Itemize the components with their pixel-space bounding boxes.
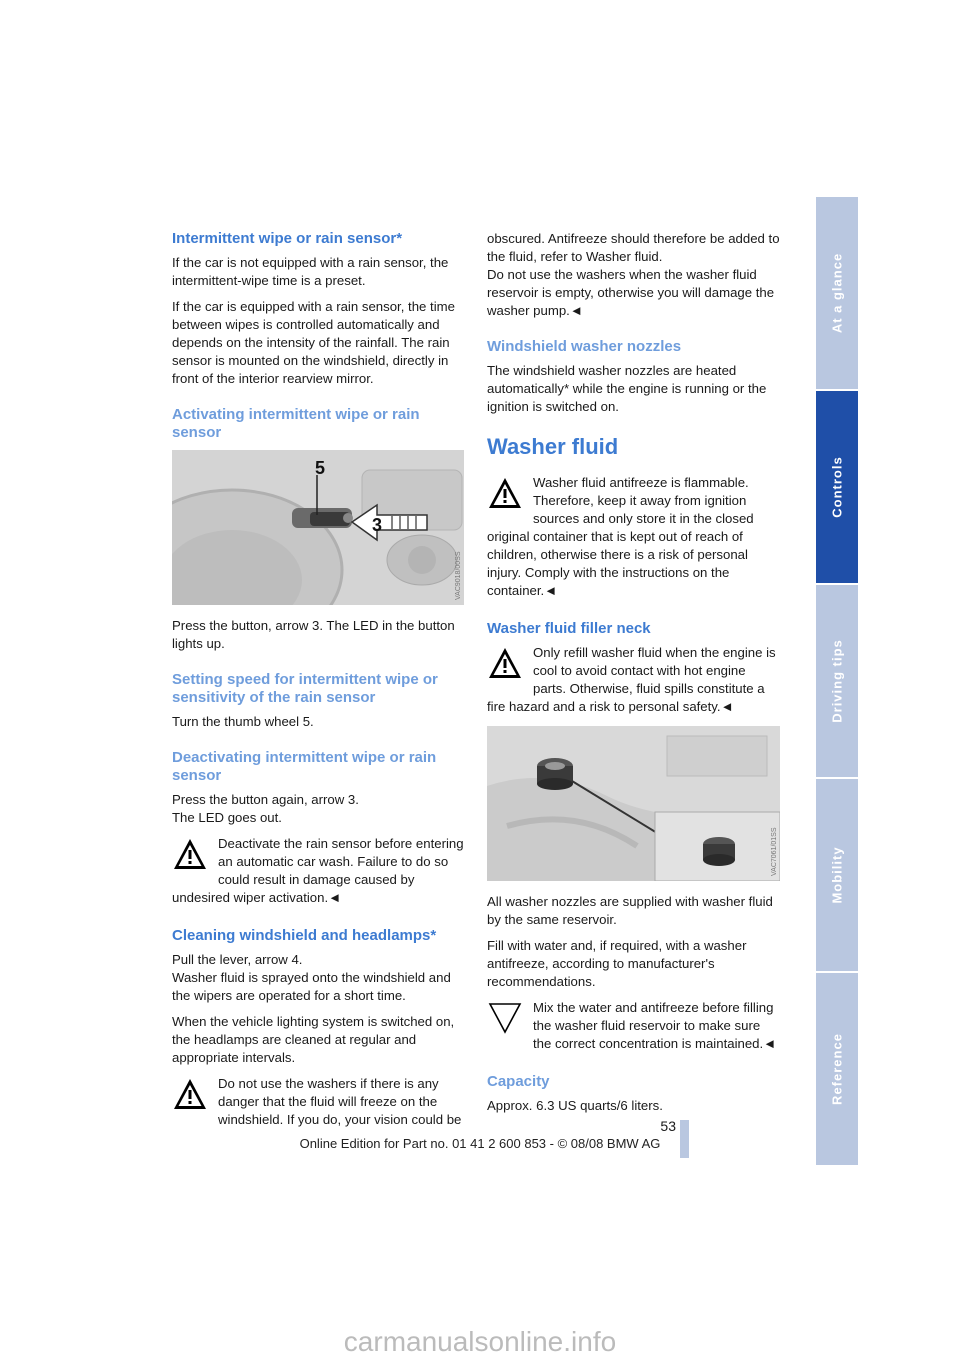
heading-filler-neck: Washer fluid filler neck xyxy=(487,620,651,637)
heading-capacity: Capacity xyxy=(487,1073,550,1090)
warning-icon xyxy=(487,475,523,511)
heading-washer-fluid: Washer fluid xyxy=(487,434,619,459)
paragraph: If the car is not equipped with a rain sensor, the intermittent-wipe time is a preset. xyxy=(172,255,449,288)
tab-at-a-glance[interactable]: At a glance xyxy=(816,197,858,391)
wiper-lever-figure xyxy=(172,450,464,605)
figure-label-5: 5 xyxy=(315,458,326,478)
figure-reference: VAC7061/01SS xyxy=(771,827,778,876)
warning-note: Washer fluid antifreeze is flammable. Therefore, keep it away from ignition sources and only store it in the closed original container that is kept out of reach of children, otherwise there is a risk of personal injury. Comply with the instructions on the container.◄ xyxy=(487,475,754,598)
filler-neck-illustration xyxy=(487,726,780,881)
page-number: 53 xyxy=(660,1118,676,1134)
paragraph: Press the button, arrow 3. The LED in the button lights up. xyxy=(172,618,455,651)
left-column xyxy=(172,230,464,1139)
tab-mobility[interactable]: Mobility xyxy=(816,779,858,973)
warning-icon xyxy=(172,836,208,872)
paragraph: Pull the lever, arrow 4. xyxy=(172,952,303,967)
filler-neck-figure xyxy=(487,726,780,881)
paragraph: obscured. Antifreeze should therefore be added to the fluid, refer to Washer fluid. xyxy=(487,231,780,264)
warning-note: Only refill washer fluid when the engine is cool to avoid contact with hot engine parts. Otherwise, fluid spills constitute a fire hazard and a risk to personal safety.◄ xyxy=(487,645,776,714)
tab-reference[interactable]: Reference xyxy=(816,973,858,1167)
figure-label-3: 3 xyxy=(372,515,383,535)
heading-activating: Activating intermittent wipe or rain sensor xyxy=(172,406,420,441)
paragraph: All washer nozzles are supplied with washer fluid by the same reservoir. xyxy=(487,894,773,927)
warning-note: Deactivate the rain sensor before entering an automatic car wash. Failure to do so could result in damage caused by undesired wiper activation.◄ xyxy=(172,836,464,905)
tab-driving-tips[interactable]: Driving tips xyxy=(816,585,858,779)
paragraph: Press the button again, arrow 3. xyxy=(172,792,359,807)
figure-reference: VAC9018/00SS xyxy=(455,551,462,600)
paragraph: The LED goes out. xyxy=(172,810,282,825)
heading-cleaning: Cleaning windshield and headlamps* xyxy=(172,927,437,944)
heading-nozzles: Windshield washer nozzles xyxy=(487,338,682,355)
tab-controls[interactable]: Controls xyxy=(816,391,858,585)
warning-icon xyxy=(172,1076,208,1112)
paragraph: When the vehicle lighting system is switched on, the headlamps are cleaned at regular and appropriate intervals. xyxy=(172,1014,455,1065)
note: Mix the water and antifreeze before filling the washer fluid reservoir to make sure the correct concentration is maintained.◄ xyxy=(487,999,780,1053)
warning-icon xyxy=(487,645,523,681)
paragraph: Washer fluid is sprayed onto the windshield and the wipers are operated for a short time. xyxy=(172,970,451,1003)
note-triangle-icon xyxy=(487,1000,523,1036)
paragraph: Do not use the washers when the washer fluid reservoir is empty, otherwise you will damage the washer pump.◄ xyxy=(487,267,775,318)
paragraph: Fill with water and, if required, with a washer antifreeze, according to manufacturer's recommendations. xyxy=(487,938,747,989)
watermark: carmanualsonline.info xyxy=(343,1326,617,1357)
paragraph: If the car is equipped with a rain sensor, the time between wipes is controlled automatically and depends on the intensity of the rainfall. The rain sensor is mounted on the windshield, directly in front of the interior rearview mirror. xyxy=(172,299,455,386)
warning-note: Do not use the washers if there is any danger that the fluid will freeze on the windshield. If you do, your vision could be xyxy=(172,1075,464,1129)
footer-edition: Online Edition for Part no. 01 41 2 600 853 - © 08/08 BMW AG xyxy=(299,1136,661,1151)
heading-setting: Setting speed for intermittent wipe or sensitivity of the rain sensor xyxy=(172,671,438,706)
heading-deactivating: Deactivating intermittent wipe or rain sensor xyxy=(172,749,437,784)
heading-intermittent: Intermittent wipe or rain sensor* xyxy=(172,230,403,247)
chapter-tabs xyxy=(816,197,858,1167)
right-column xyxy=(487,230,780,1123)
paragraph: Turn the thumb wheel 5. xyxy=(172,714,314,729)
paragraph: Approx. 6.3 US quarts/6 liters. xyxy=(487,1098,663,1113)
paragraph: The windshield washer nozzles are heated automatically* while the engine is running or the ignition is switched on. xyxy=(487,363,767,414)
